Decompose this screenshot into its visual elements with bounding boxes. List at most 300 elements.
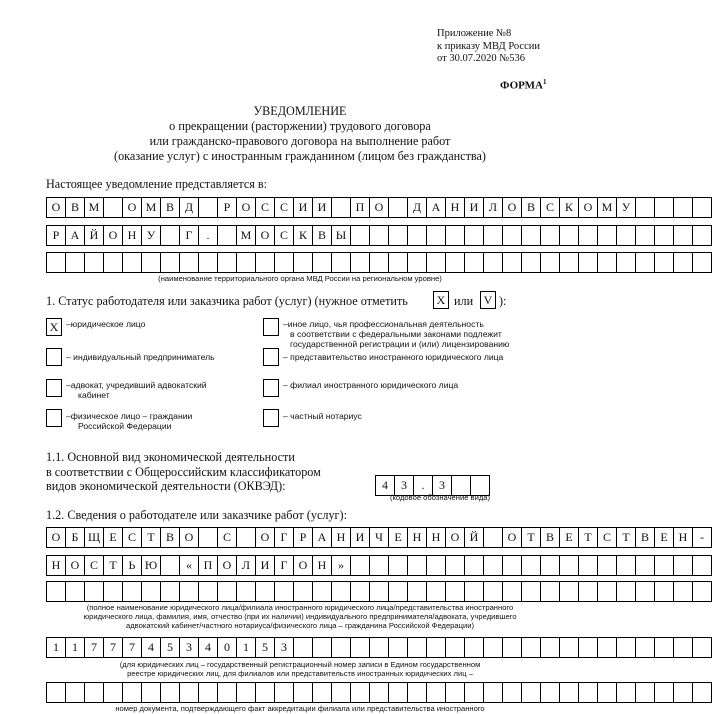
form-cell[interactable] <box>483 225 503 246</box>
form-cell[interactable]: О <box>255 527 275 548</box>
form-cell[interactable] <box>635 682 655 703</box>
form-cell[interactable] <box>103 197 123 218</box>
form-cell[interactable] <box>141 581 161 602</box>
form-cell[interactable]: Ы <box>331 225 351 246</box>
form-cell[interactable] <box>312 682 332 703</box>
form-cell[interactable] <box>483 682 503 703</box>
form-cell[interactable] <box>654 225 674 246</box>
form-cell[interactable] <box>369 225 389 246</box>
form-cell[interactable] <box>160 581 180 602</box>
form-cell[interactable] <box>369 252 389 273</box>
form-cell[interactable] <box>654 555 674 576</box>
form-cell[interactable] <box>407 555 427 576</box>
form-cell[interactable] <box>350 637 370 658</box>
form-cell[interactable]: И <box>255 555 275 576</box>
form-cell[interactable] <box>578 581 598 602</box>
form-cell[interactable]: Б <box>65 527 85 548</box>
form-cell[interactable]: Р <box>293 527 313 548</box>
form-cell[interactable] <box>312 581 332 602</box>
form-cell[interactable] <box>483 527 503 548</box>
form-cell[interactable] <box>255 252 275 273</box>
form-cell[interactable] <box>198 581 218 602</box>
form-cell[interactable] <box>293 682 313 703</box>
form-cell[interactable]: Ч <box>369 527 389 548</box>
form-cell[interactable] <box>654 581 674 602</box>
form-cell[interactable] <box>654 197 674 218</box>
form-cell[interactable]: В <box>635 527 655 548</box>
form-cell[interactable] <box>464 581 484 602</box>
form-cell[interactable] <box>236 527 256 548</box>
form-cell[interactable]: 0 <box>217 637 237 658</box>
form-cell[interactable] <box>445 581 465 602</box>
form-cell[interactable] <box>540 555 560 576</box>
form-cell[interactable] <box>616 581 636 602</box>
form-cell[interactable] <box>84 682 104 703</box>
form-cell[interactable] <box>388 197 408 218</box>
form-cell[interactable]: 5 <box>160 637 180 658</box>
form-cell[interactable]: М <box>597 197 617 218</box>
form-cell[interactable] <box>635 555 655 576</box>
form-cell[interactable] <box>540 225 560 246</box>
form-cell[interactable]: О <box>255 225 275 246</box>
form-cell[interactable] <box>312 637 332 658</box>
form-cell[interactable] <box>103 682 123 703</box>
form-cell[interactable] <box>502 637 522 658</box>
form-cell[interactable]: С <box>84 555 104 576</box>
form-cell[interactable] <box>616 555 636 576</box>
form-cell[interactable] <box>597 252 617 273</box>
form-cell[interactable]: Н <box>426 527 446 548</box>
form-cell[interactable] <box>388 682 408 703</box>
form-cell[interactable] <box>559 252 579 273</box>
form-cell[interactable] <box>540 637 560 658</box>
form-cell[interactable]: « <box>179 555 199 576</box>
form-cell[interactable]: Н <box>673 527 693 548</box>
status-checkbox-entrepreneur[interactable] <box>46 348 62 366</box>
form-cell[interactable] <box>692 581 712 602</box>
form-cell[interactable] <box>483 637 503 658</box>
form-cell[interactable] <box>179 581 199 602</box>
form-cell[interactable] <box>217 682 237 703</box>
form-cell[interactable] <box>578 682 598 703</box>
form-cell[interactable]: С <box>217 527 237 548</box>
form-cell[interactable] <box>692 555 712 576</box>
form-cell[interactable]: В <box>65 197 85 218</box>
form-cell[interactable] <box>673 637 693 658</box>
form-cell[interactable] <box>388 555 408 576</box>
form-cell[interactable]: 5 <box>255 637 275 658</box>
form-cell[interactable] <box>464 637 484 658</box>
form-cell[interactable]: С <box>597 527 617 548</box>
form-cell[interactable] <box>673 682 693 703</box>
form-cell[interactable]: 3 <box>274 637 294 658</box>
form-cell[interactable] <box>407 252 427 273</box>
employer-name-row-2[interactable] <box>46 555 712 576</box>
form-cell[interactable]: Т <box>103 555 123 576</box>
form-cell[interactable]: С <box>274 225 294 246</box>
form-cell[interactable] <box>654 252 674 273</box>
form-cell[interactable] <box>293 581 313 602</box>
form-cell[interactable]: С <box>122 527 142 548</box>
form-cell[interactable] <box>635 197 655 218</box>
form-cell[interactable]: И <box>293 197 313 218</box>
form-cell[interactable] <box>274 682 294 703</box>
form-cell[interactable] <box>274 252 294 273</box>
form-cell[interactable] <box>65 682 85 703</box>
form-cell[interactable] <box>65 252 85 273</box>
form-cell[interactable] <box>635 637 655 658</box>
form-cell[interactable] <box>198 682 218 703</box>
form-cell[interactable] <box>217 225 237 246</box>
form-cell[interactable]: О <box>502 527 522 548</box>
form-cell[interactable] <box>445 252 465 273</box>
employer-name-row-1[interactable] <box>46 527 712 548</box>
form-cell[interactable] <box>559 581 579 602</box>
form-cell[interactable] <box>122 252 142 273</box>
form-cell[interactable]: М <box>84 197 104 218</box>
form-cell[interactable]: 7 <box>122 637 142 658</box>
document-number-row[interactable] <box>46 682 712 703</box>
form-cell[interactable] <box>407 637 427 658</box>
form-cell[interactable] <box>578 555 598 576</box>
form-cell[interactable]: Н <box>331 527 351 548</box>
form-cell[interactable]: П <box>198 555 218 576</box>
form-cell[interactable] <box>84 252 104 273</box>
form-cell[interactable] <box>521 581 541 602</box>
form-cell[interactable]: - <box>692 527 712 548</box>
form-cell[interactable] <box>502 682 522 703</box>
form-cell[interactable] <box>350 581 370 602</box>
form-cell[interactable]: К <box>559 197 579 218</box>
status-checkbox-notary[interactable] <box>263 409 279 427</box>
form-cell[interactable] <box>198 197 218 218</box>
form-cell[interactable]: Д <box>179 197 199 218</box>
form-cell[interactable] <box>502 252 522 273</box>
form-cell[interactable] <box>236 252 256 273</box>
form-cell[interactable] <box>369 555 389 576</box>
form-cell[interactable]: И <box>312 197 332 218</box>
form-cell[interactable] <box>331 637 351 658</box>
form-cell[interactable] <box>521 637 541 658</box>
form-cell[interactable] <box>160 225 180 246</box>
form-cell[interactable] <box>673 581 693 602</box>
form-cell[interactable] <box>692 197 712 218</box>
form-cell[interactable] <box>540 682 560 703</box>
form-cell[interactable] <box>445 682 465 703</box>
form-cell[interactable]: Е <box>654 527 674 548</box>
form-cell[interactable]: О <box>46 527 66 548</box>
form-cell[interactable] <box>293 252 313 273</box>
form-cell[interactable] <box>217 581 237 602</box>
form-cell[interactable] <box>483 581 503 602</box>
form-cell[interactable] <box>407 682 427 703</box>
form-cell[interactable]: Д <box>407 197 427 218</box>
form-cell[interactable] <box>141 252 161 273</box>
form-cell[interactable]: О <box>293 555 313 576</box>
form-cell[interactable] <box>616 225 636 246</box>
form-cell[interactable] <box>597 637 617 658</box>
form-cell[interactable] <box>255 682 275 703</box>
form-cell[interactable] <box>483 555 503 576</box>
form-cell[interactable]: 1 <box>236 637 256 658</box>
form-cell[interactable]: Л <box>236 555 256 576</box>
form-cell[interactable]: 3 <box>179 637 199 658</box>
form-cell[interactable]: О <box>369 197 389 218</box>
form-cell[interactable] <box>236 581 256 602</box>
form-cell[interactable] <box>502 581 522 602</box>
form-cell[interactable] <box>654 637 674 658</box>
form-cell[interactable] <box>388 637 408 658</box>
form-cell[interactable] <box>198 252 218 273</box>
form-cell[interactable]: Р <box>46 225 66 246</box>
form-cell[interactable] <box>445 637 465 658</box>
form-cell[interactable]: » <box>331 555 351 576</box>
form-cell[interactable]: В <box>160 197 180 218</box>
form-cell[interactable] <box>635 252 655 273</box>
form-cell[interactable] <box>46 581 66 602</box>
form-cell[interactable]: У <box>141 225 161 246</box>
form-cell[interactable] <box>426 555 446 576</box>
form-cell[interactable]: Н <box>122 225 142 246</box>
form-cell[interactable]: Ь <box>122 555 142 576</box>
form-cell[interactable] <box>445 555 465 576</box>
form-cell[interactable] <box>521 252 541 273</box>
form-cell[interactable]: В <box>540 527 560 548</box>
form-cell[interactable] <box>483 252 503 273</box>
form-cell[interactable]: Й <box>464 527 484 548</box>
form-cell[interactable] <box>407 581 427 602</box>
form-cell[interactable] <box>350 252 370 273</box>
form-cell[interactable] <box>502 225 522 246</box>
form-cell[interactable] <box>464 682 484 703</box>
form-cell[interactable]: 1 <box>46 637 66 658</box>
form-cell[interactable] <box>388 252 408 273</box>
form-cell[interactable] <box>673 555 693 576</box>
form-cell[interactable]: . <box>413 475 433 496</box>
form-cell[interactable]: 7 <box>103 637 123 658</box>
form-cell[interactable] <box>521 682 541 703</box>
form-cell[interactable]: В <box>160 527 180 548</box>
form-cell[interactable] <box>160 682 180 703</box>
form-cell[interactable]: Т <box>141 527 161 548</box>
form-cell[interactable] <box>350 682 370 703</box>
form-cell[interactable] <box>692 637 712 658</box>
form-cell[interactable]: С <box>274 197 294 218</box>
form-cell[interactable]: Г <box>274 527 294 548</box>
ogrn-row[interactable] <box>46 637 712 658</box>
form-cell[interactable] <box>597 682 617 703</box>
status-checkbox-lawyer[interactable] <box>46 379 62 397</box>
form-cell[interactable]: Г <box>179 225 199 246</box>
form-cell[interactable]: О <box>217 555 237 576</box>
form-cell[interactable]: А <box>65 225 85 246</box>
form-cell[interactable] <box>445 225 465 246</box>
form-cell[interactable] <box>673 225 693 246</box>
form-cell[interactable] <box>46 682 66 703</box>
form-cell[interactable]: 1 <box>65 637 85 658</box>
form-cell[interactable]: О <box>236 197 256 218</box>
form-cell[interactable] <box>426 637 446 658</box>
form-cell[interactable]: 3 <box>394 475 414 496</box>
form-cell[interactable] <box>673 252 693 273</box>
form-cell[interactable]: Н <box>46 555 66 576</box>
status-checkbox-branch[interactable] <box>263 379 279 397</box>
form-cell[interactable]: С <box>255 197 275 218</box>
form-cell[interactable]: О <box>122 197 142 218</box>
form-cell[interactable] <box>388 225 408 246</box>
form-cell[interactable]: Г <box>274 555 294 576</box>
form-cell[interactable] <box>692 682 712 703</box>
form-cell[interactable] <box>198 527 218 548</box>
form-cell[interactable] <box>635 225 655 246</box>
form-cell[interactable] <box>350 225 370 246</box>
employer-name-row-3[interactable] <box>46 581 712 602</box>
form-cell[interactable]: 7 <box>84 637 104 658</box>
form-cell[interactable] <box>179 682 199 703</box>
form-cell[interactable]: К <box>293 225 313 246</box>
form-cell[interactable] <box>559 637 579 658</box>
form-cell[interactable] <box>274 581 294 602</box>
form-cell[interactable] <box>426 581 446 602</box>
form-cell[interactable] <box>464 252 484 273</box>
form-cell[interactable]: О <box>578 197 598 218</box>
form-cell[interactable] <box>426 682 446 703</box>
form-cell[interactable] <box>559 682 579 703</box>
form-cell[interactable]: О <box>46 197 66 218</box>
form-cell[interactable]: Н <box>445 197 465 218</box>
form-cell[interactable]: В <box>521 197 541 218</box>
form-cell[interactable] <box>464 555 484 576</box>
form-cell[interactable]: Е <box>103 527 123 548</box>
form-cell[interactable] <box>578 637 598 658</box>
form-cell[interactable] <box>65 581 85 602</box>
form-cell[interactable] <box>217 252 237 273</box>
form-cell[interactable] <box>616 252 636 273</box>
form-cell[interactable] <box>673 197 693 218</box>
form-cell[interactable]: 4 <box>198 637 218 658</box>
form-cell[interactable] <box>84 581 104 602</box>
form-cell[interactable] <box>578 252 598 273</box>
form-cell[interactable]: Т <box>616 527 636 548</box>
form-cell[interactable] <box>559 225 579 246</box>
form-cell[interactable] <box>578 225 598 246</box>
form-cell[interactable]: О <box>103 225 123 246</box>
form-cell[interactable]: А <box>426 197 446 218</box>
form-cell[interactable]: 4 <box>375 475 395 496</box>
form-cell[interactable] <box>426 252 446 273</box>
form-cell[interactable] <box>597 555 617 576</box>
form-cell[interactable]: У <box>616 197 636 218</box>
form-cell[interactable] <box>426 225 446 246</box>
form-cell[interactable] <box>179 252 199 273</box>
form-cell[interactable] <box>407 225 427 246</box>
form-cell[interactable] <box>46 252 66 273</box>
form-cell[interactable] <box>255 581 275 602</box>
form-cell[interactable] <box>521 555 541 576</box>
status-checkbox-legal-entity[interactable]: X <box>46 318 62 336</box>
form-cell[interactable] <box>141 682 161 703</box>
form-cell[interactable] <box>122 581 142 602</box>
form-cell[interactable] <box>331 252 351 273</box>
form-cell[interactable] <box>635 581 655 602</box>
form-cell[interactable] <box>369 581 389 602</box>
form-cell[interactable] <box>559 555 579 576</box>
form-cell[interactable]: О <box>502 197 522 218</box>
form-cell[interactable] <box>464 225 484 246</box>
status-checkbox-representative[interactable] <box>263 348 279 366</box>
form-cell[interactable] <box>331 197 351 218</box>
form-cell[interactable] <box>654 682 674 703</box>
form-cell[interactable]: Т <box>578 527 598 548</box>
form-cell[interactable] <box>350 555 370 576</box>
form-cell[interactable]: О <box>445 527 465 548</box>
form-cell[interactable]: А <box>312 527 332 548</box>
form-cell[interactable] <box>236 682 256 703</box>
form-cell[interactable] <box>521 225 541 246</box>
form-cell[interactable] <box>103 581 123 602</box>
form-cell[interactable] <box>103 252 123 273</box>
form-cell[interactable] <box>122 682 142 703</box>
status-checkbox-other-person[interactable] <box>263 318 279 336</box>
form-cell[interactable]: Е <box>559 527 579 548</box>
form-cell[interactable] <box>331 581 351 602</box>
form-cell[interactable]: . <box>198 225 218 246</box>
form-cell[interactable] <box>597 225 617 246</box>
form-cell[interactable] <box>160 252 180 273</box>
form-cell[interactable] <box>692 252 712 273</box>
form-cell[interactable]: О <box>65 555 85 576</box>
form-cell[interactable]: М <box>236 225 256 246</box>
form-cell[interactable] <box>369 637 389 658</box>
status-checkbox-individual[interactable] <box>46 409 62 427</box>
form-cell[interactable] <box>160 555 180 576</box>
form-cell[interactable]: 3 <box>432 475 452 496</box>
form-cell[interactable]: Л <box>483 197 503 218</box>
form-cell[interactable]: Н <box>312 555 332 576</box>
form-cell[interactable]: Ю <box>141 555 161 576</box>
form-cell[interactable]: Щ <box>84 527 104 548</box>
form-cell[interactable]: Р <box>217 197 237 218</box>
authority-row-1[interactable] <box>46 197 712 218</box>
form-cell[interactable] <box>312 252 332 273</box>
authority-row-3[interactable] <box>46 252 712 273</box>
form-cell[interactable]: 4 <box>141 637 161 658</box>
form-cell[interactable] <box>692 225 712 246</box>
form-cell[interactable]: М <box>141 197 161 218</box>
form-cell[interactable]: П <box>350 197 370 218</box>
form-cell[interactable]: Н <box>407 527 427 548</box>
form-cell[interactable]: В <box>312 225 332 246</box>
form-cell[interactable]: И <box>350 527 370 548</box>
form-cell[interactable]: И <box>464 197 484 218</box>
form-cell[interactable] <box>388 581 408 602</box>
form-cell[interactable]: Е <box>388 527 408 548</box>
form-cell[interactable] <box>369 682 389 703</box>
authority-row-2[interactable] <box>46 225 712 246</box>
form-cell[interactable] <box>616 637 636 658</box>
form-cell[interactable] <box>540 581 560 602</box>
form-cell[interactable] <box>502 555 522 576</box>
form-cell[interactable] <box>597 581 617 602</box>
form-cell[interactable] <box>616 682 636 703</box>
form-cell[interactable] <box>540 252 560 273</box>
form-cell[interactable]: С <box>540 197 560 218</box>
form-cell[interactable] <box>293 637 313 658</box>
form-cell[interactable]: Й <box>84 225 104 246</box>
form-cell[interactable]: О <box>179 527 199 548</box>
form-cell[interactable] <box>331 682 351 703</box>
form-cell[interactable]: Т <box>521 527 541 548</box>
